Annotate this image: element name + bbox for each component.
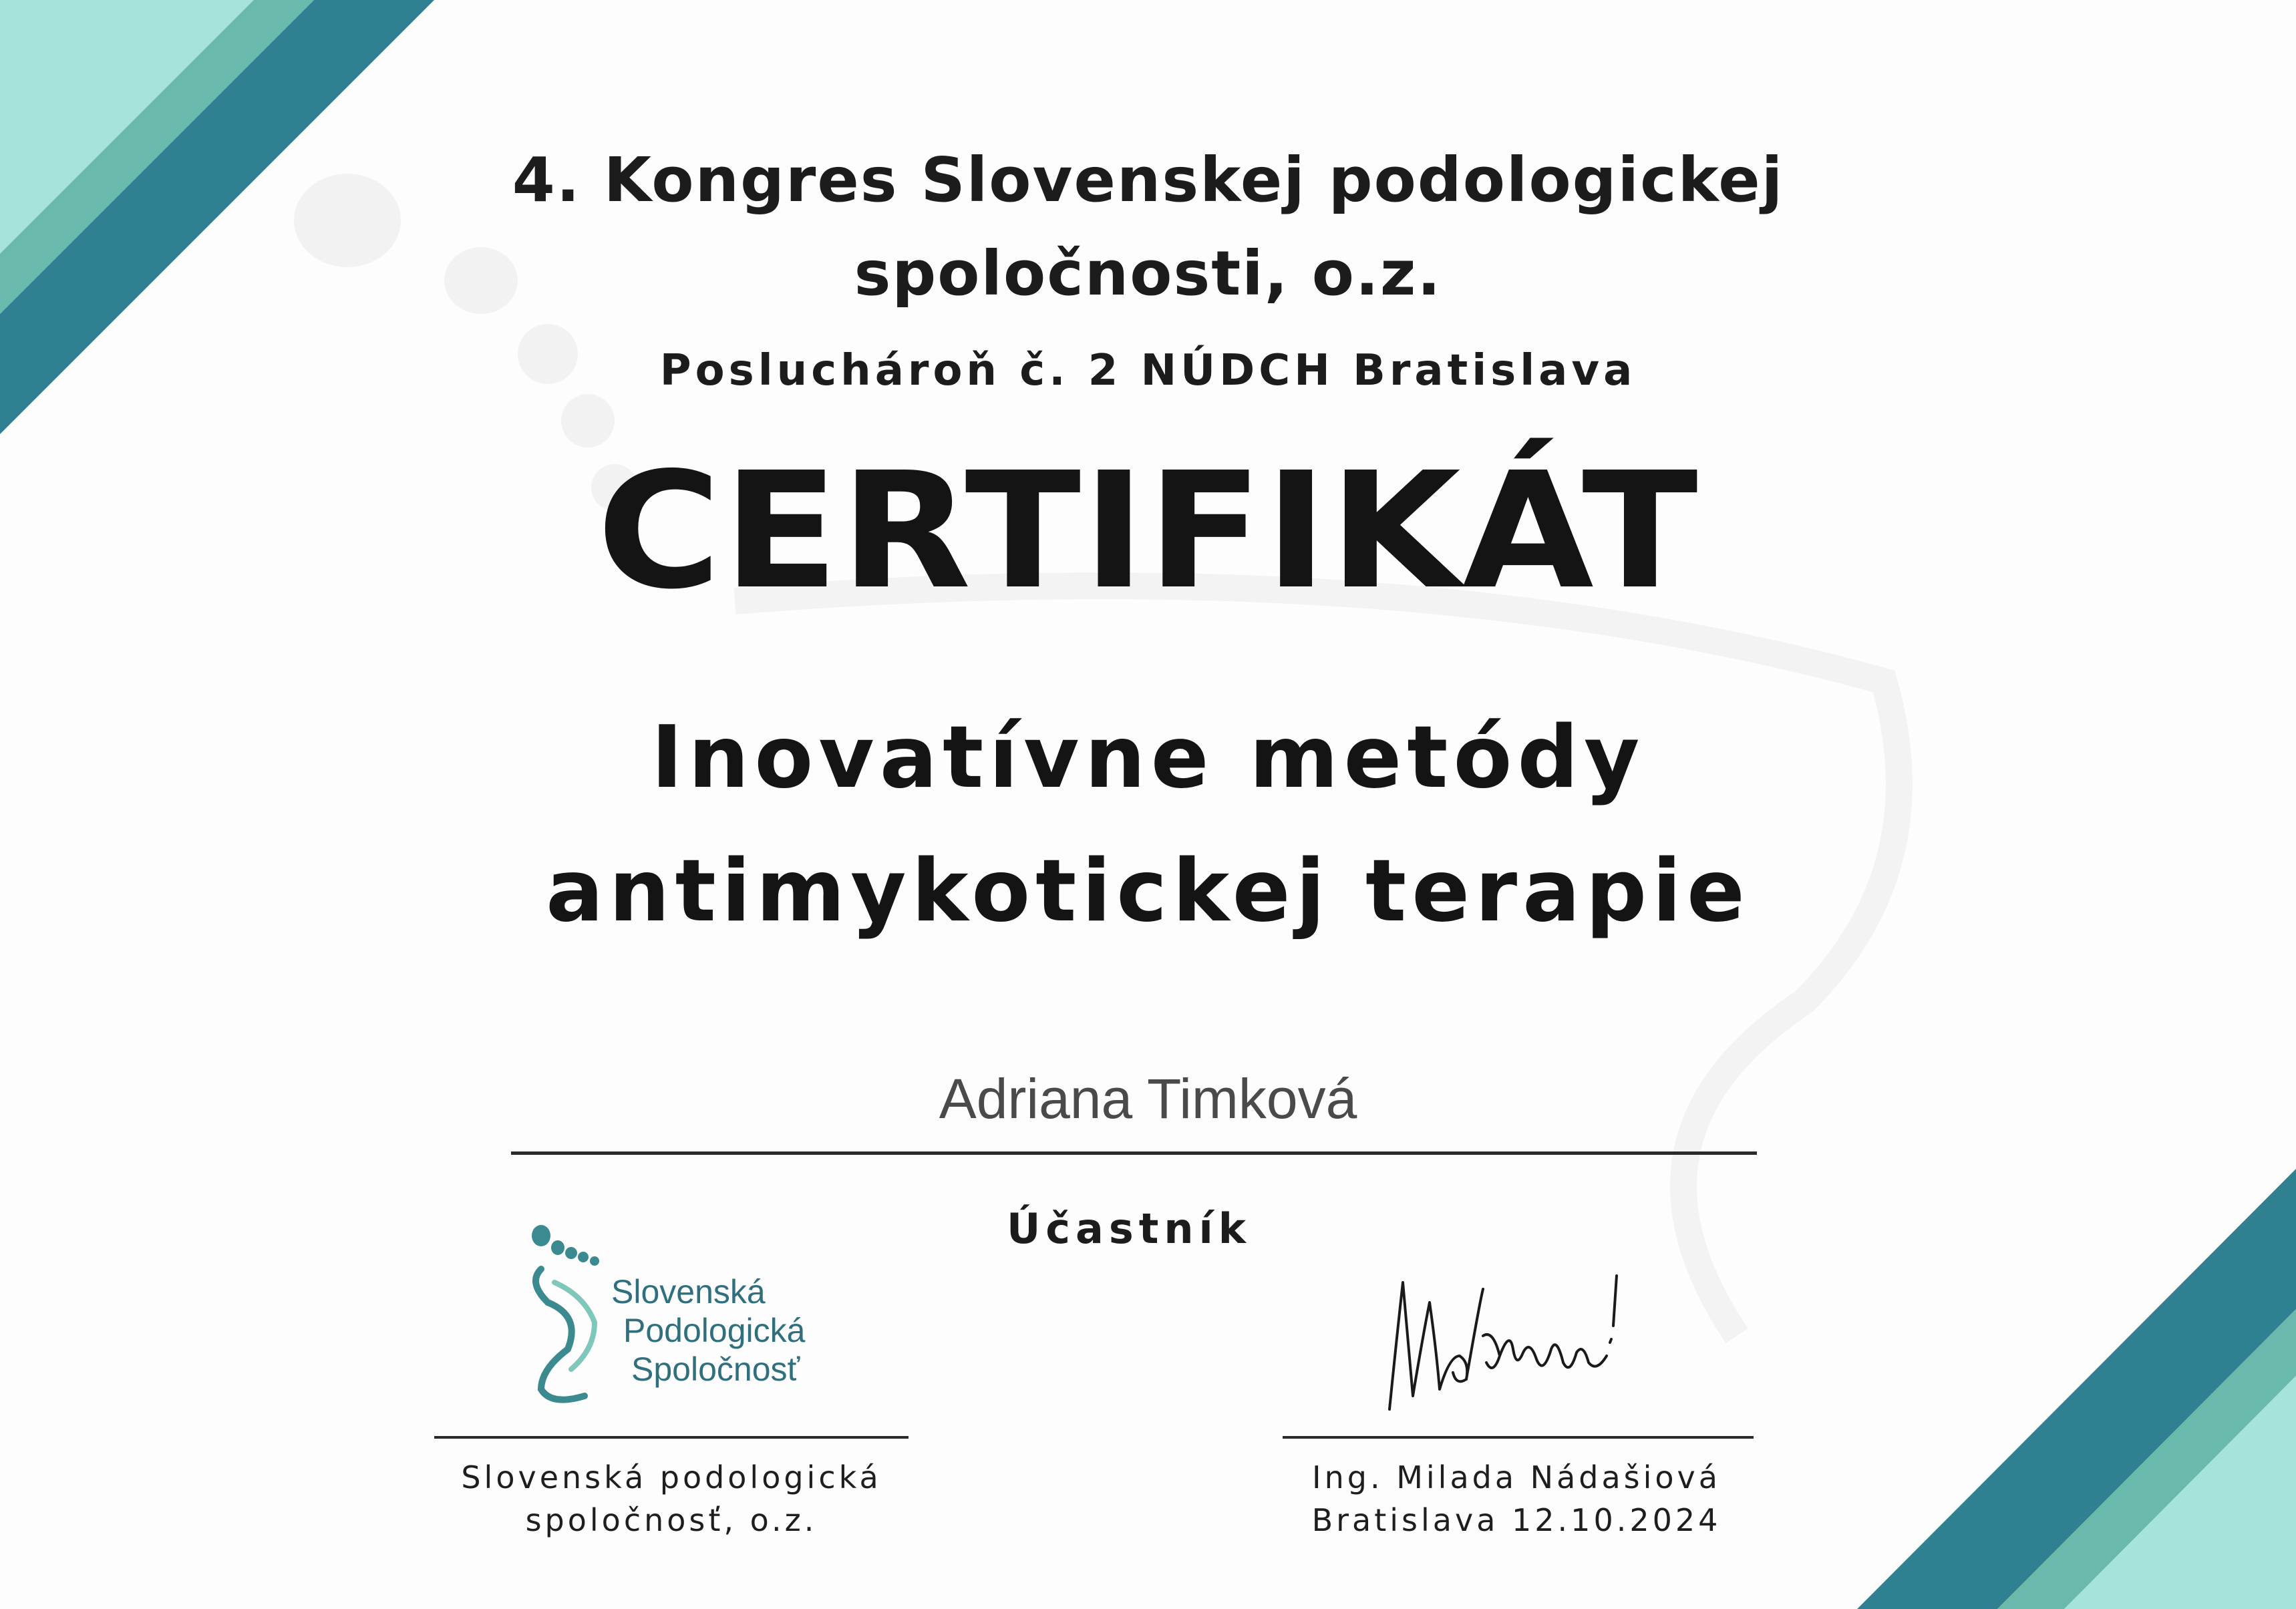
logo-text — [611, 1272, 805, 1389]
place-date: Bratislava 12.10.2024 — [1311, 1502, 1721, 1538]
signer-signature-rule — [1283, 1436, 1754, 1439]
signer-footer — [1216, 1456, 1817, 1542]
course-title-line2: antimykotickej terapie — [546, 842, 1750, 941]
logo-text-line1: Slovenská — [611, 1273, 766, 1310]
logo-text-line2: Podologická — [623, 1312, 806, 1349]
venue: Posluchároň č. 2 NÚDCH Bratislava — [659, 346, 1637, 395]
participant-name: Adriana Timková — [939, 1067, 1357, 1130]
course-title-line1: Inovatívne metódy — [651, 708, 1645, 808]
congress-title — [0, 134, 2296, 321]
signature — [1376, 1262, 1670, 1436]
congress-title-line1: 4. Kongres Slovenskej podologickej — [512, 144, 1784, 216]
organization-logo — [521, 1216, 842, 1416]
organization-name-line2: spoločnosť, o.z. — [525, 1502, 818, 1538]
course-title — [0, 691, 2296, 958]
certificate-title: CERTIFIKÁT — [597, 437, 1699, 624]
organization-name-line1: Slovenská podologická — [461, 1459, 882, 1495]
organization-signature-rule — [434, 1436, 909, 1439]
congress-title-line2: spoločnosti, o.z. — [854, 238, 1442, 309]
organization-footer — [374, 1456, 969, 1542]
participant-role: Účastník — [1006, 1204, 1252, 1253]
participant-name-rule — [511, 1151, 1757, 1155]
logo-text-line3: Spoločnosť — [631, 1351, 800, 1388]
signer-name: Ing. Milada Nádašiová — [1312, 1459, 1721, 1495]
